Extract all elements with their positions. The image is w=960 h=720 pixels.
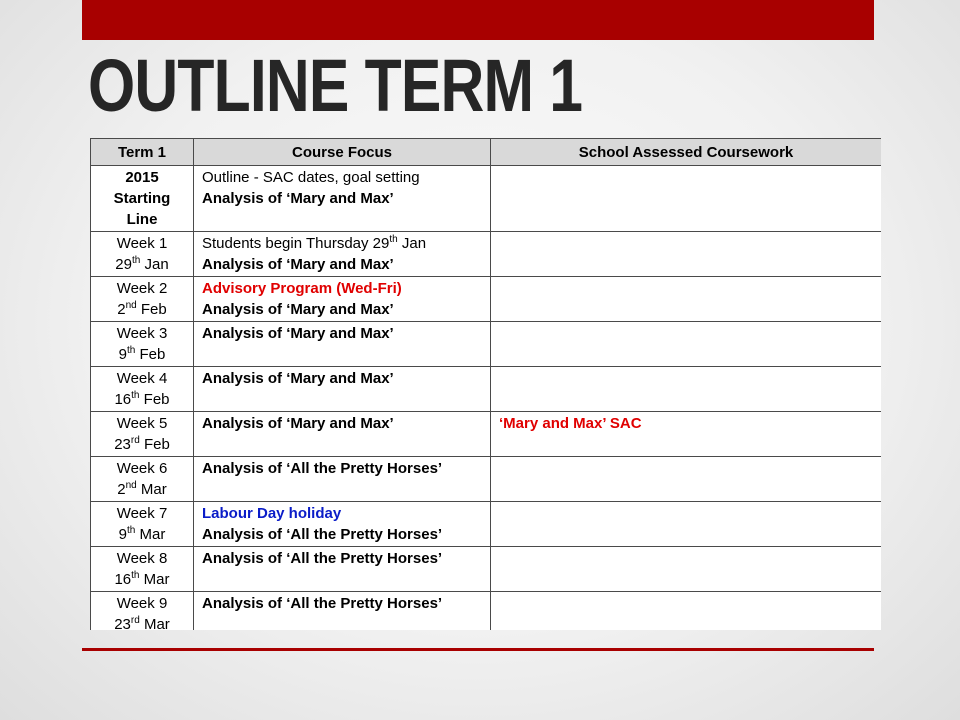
- week-label: Week 6: [116, 460, 168, 477]
- table-row: [91, 322, 882, 367]
- week-label: Week 8: [116, 550, 168, 567]
- week-label: Week 4: [116, 370, 168, 387]
- table-row: [91, 277, 882, 322]
- sac-cell: [491, 502, 882, 547]
- focus-line: Analysis of ‘Mary and Max’: [202, 256, 394, 273]
- table-row: [91, 457, 882, 502]
- header-course-focus: Course Focus: [194, 139, 491, 166]
- focus-line: Analysis of ‘Mary and Max’: [202, 370, 394, 387]
- focus-line: Analysis of ‘All the Pretty Horses’: [202, 526, 443, 543]
- focus-line: Analysis of ‘All the Pretty Horses’: [202, 460, 443, 477]
- slide-title: OUTLINE TERM 1: [88, 44, 583, 127]
- header-sac: School Assessed Coursework: [491, 139, 882, 166]
- term-label: Line: [126, 211, 158, 228]
- table-row: [91, 367, 882, 412]
- sac-cell: [491, 322, 882, 367]
- sac-cell: [491, 232, 882, 277]
- table-row: [91, 166, 882, 232]
- week-date: 2nd Feb: [117, 300, 167, 318]
- week-date: 9th Feb: [118, 345, 166, 363]
- week-cell: [91, 322, 194, 367]
- table-row: [91, 547, 882, 592]
- focus-line: Analysis of ‘All the Pretty Horses’: [202, 595, 443, 612]
- week-cell: [91, 457, 194, 502]
- course-focus-cell: [194, 166, 491, 232]
- course-focus-cell: [194, 322, 491, 367]
- header-term: Term 1: [91, 139, 194, 166]
- sac-cell: [491, 547, 882, 592]
- week-date: 16th Mar: [114, 570, 170, 588]
- week-date: 2nd Mar: [117, 480, 167, 498]
- week-cell: [91, 547, 194, 592]
- schedule-table-container: [90, 138, 881, 630]
- week-label: Week 2: [116, 280, 168, 297]
- term-year: 2015: [125, 169, 159, 186]
- top-accent-bar: [82, 0, 874, 40]
- sac-cell: [491, 277, 882, 322]
- table-row: [91, 232, 882, 277]
- focus-line: Labour Day holiday: [202, 505, 342, 522]
- course-focus-cell: [194, 547, 491, 592]
- sac-cell: [491, 166, 882, 232]
- week-cell: [91, 232, 194, 277]
- week-label: Week 1: [116, 235, 168, 252]
- sac-cell: [491, 367, 882, 412]
- course-focus-cell: [194, 367, 491, 412]
- term-schedule-table: [90, 138, 881, 630]
- course-focus-cell: [194, 457, 491, 502]
- sac-cell: [491, 592, 882, 631]
- table-header-row: [91, 139, 882, 166]
- week-date: 16th Feb: [114, 390, 170, 408]
- course-focus-cell: [194, 412, 491, 457]
- week-date: 23rd Feb: [114, 435, 170, 453]
- table-row: [91, 592, 882, 631]
- week-label: Week 5: [116, 415, 168, 432]
- sac-cell: [491, 457, 882, 502]
- focus-line: Analysis of ‘Mary and Max’: [202, 190, 394, 207]
- bottom-accent-line: [82, 648, 874, 651]
- week-label: Week 3: [116, 325, 168, 342]
- table-row: [91, 502, 882, 547]
- focus-line: Analysis of ‘Mary and Max’: [202, 301, 394, 318]
- focus-line: Outline - SAC dates, goal setting: [202, 169, 420, 186]
- term-label: Starting: [113, 190, 171, 207]
- week-date: 9th Mar: [118, 525, 166, 543]
- course-focus-cell: [194, 502, 491, 547]
- focus-line: Analysis of ‘Mary and Max’: [202, 325, 394, 342]
- week-label: Week 9: [116, 595, 168, 612]
- course-focus-cell: [194, 592, 491, 631]
- course-focus-cell: [194, 277, 491, 322]
- table-row: [91, 412, 882, 457]
- course-focus-cell: [194, 232, 491, 277]
- term-cell: [91, 166, 194, 232]
- focus-line: Students begin Thursday 29th Jan: [202, 234, 427, 252]
- week-date: 29th Jan: [115, 255, 169, 273]
- focus-line: Analysis of ‘Mary and Max’: [202, 415, 394, 432]
- week-date: 23rd Mar: [114, 615, 170, 630]
- week-cell: [91, 502, 194, 547]
- week-cell: [91, 412, 194, 457]
- week-label: Week 7: [116, 505, 168, 522]
- sac-cell: ‘Mary and Max’ SAC: [491, 412, 882, 457]
- week-cell: [91, 592, 194, 631]
- focus-line: Advisory Program (Wed-Fri): [202, 280, 402, 297]
- week-cell: [91, 277, 194, 322]
- week-cell: [91, 367, 194, 412]
- focus-line: Analysis of ‘All the Pretty Horses’: [202, 550, 443, 567]
